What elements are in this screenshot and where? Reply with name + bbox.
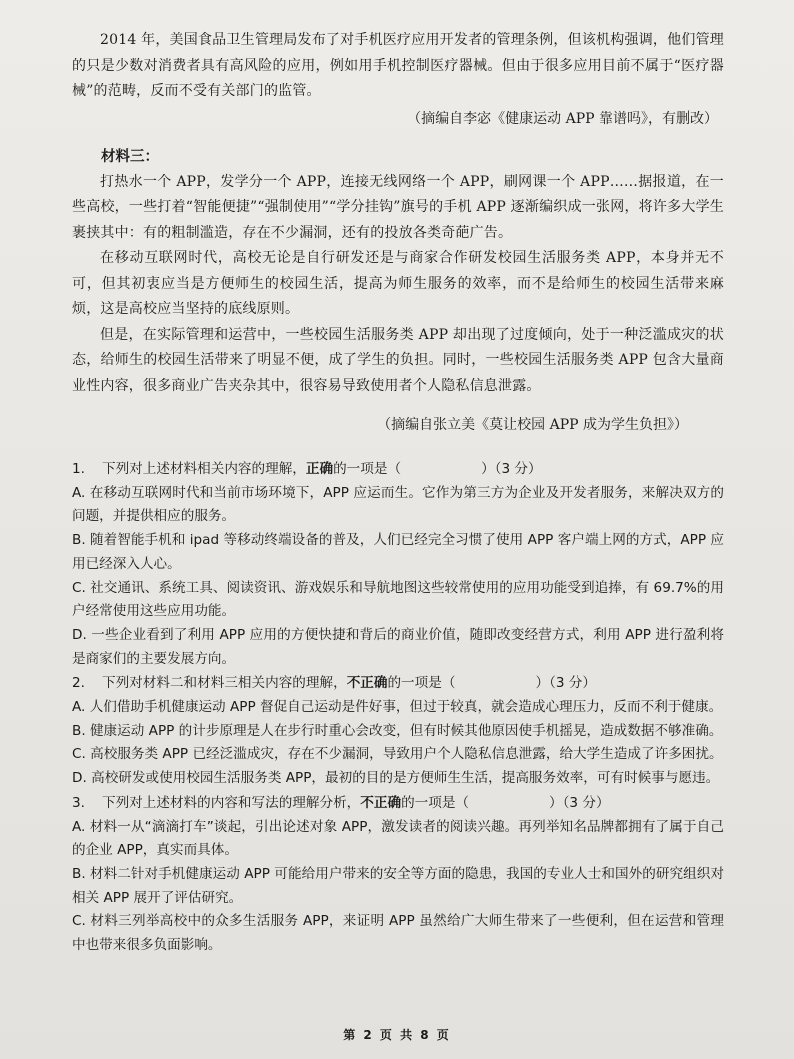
- question-list: [72, 458, 724, 958]
- question-title: [72, 792, 724, 816]
- option-a: A. 材料一从“滴滴打车”谈起，引出论述对象 APP，激发读者的阅读兴趣。再列举知名品牌都拥有了属于自己的企业 APP，真实而具体。: [72, 818, 724, 859]
- option-d: D. 高校研发或使用校园生活服务类 APP，最初的目的是方便师生生活，提高服务效率，可有时候事与愿违。: [72, 770, 720, 787]
- question-stem: 下列对上述材料相关内容的理解，: [102, 461, 306, 477]
- question-score: ）（3 分）: [481, 461, 542, 477]
- question-1: [72, 458, 724, 671]
- option-c: C. 社交通讯、系统工具、阅读资讯、游戏娱乐和导航地图这些较常使用的应用功能受到追捧，有 69.7%的用户经常使用这些应用功能。: [72, 579, 724, 620]
- option-a: A. 人们借助手机健康运动 APP 督促自己运动是件好事，但过于较真，就会造成心理压力，反而不利于健康。: [72, 699, 723, 716]
- option-a: A. 在移动互联网时代和当前市场环境下，APP 应运而生。它作为第三方为企业及开发者服务，来解决双方的问题，并提供相应的服务。: [72, 484, 724, 525]
- option-b: B. 材料二针对手机健康运动 APP 可能给用户带来的安全等方面的隐患，我国的专业人士和国外的研究组织对相关 APP 展开了评估研究。: [72, 865, 724, 906]
- material3-heading: 材料三：: [101, 147, 159, 165]
- question-2: [72, 672, 724, 791]
- material3-paragraph-3: 但是，在实际管理和运营中，一些校园生活服务类 APP 却出现了过度倾向，处于一种泛滥成灾的状态，给师生的校园生活带来了明显不便，成了学生的负担。同时，一些校园生活服务类 APP 包含大量商业性内容，很多商业广告夹杂其中，很容易导致使用者个人隐私信息泄露。: [72, 326, 724, 394]
- question-score: ）（3 分）: [535, 675, 596, 692]
- question-title: [72, 672, 724, 696]
- question-number: 2.: [72, 675, 85, 692]
- question-stem-end: 的一项是（: [387, 675, 456, 692]
- option-c: C. 材料三列举高校中的众多生活服务 APP，来证明 APP 虽然给广大师生带来了一些便利，但在运营和管理中也带来很多负面影响。: [72, 913, 724, 954]
- question-score: ）（3 分）: [549, 794, 610, 811]
- option-d: D. 一些企业看到了利用 APP 应用的方便快捷和背后的商业价值，随即改变经营方式，利用 APP 进行盈利将是商家们的主要发展方向。: [72, 626, 724, 667]
- option-b: B. 随着智能手机和 ipad 等移动终端设备的普及，人们已经完全习惯了使用 APP 客户端上网的方式，APP 应用已经深入人心。: [72, 532, 724, 572]
- material2-closing-paragraph: 2014 年，美国食品卫生管理局发布了对手机医疗应用开发者的管理条例，但该机构强调，他们管理的只是少数对消费者具有高风险的应用，例如用手机控制医疗器械。但由于很多应用目前不属于“医疗器械”的范畴，反而不受有关部门的监管。: [72, 32, 724, 99]
- question-keyword: 不正确: [360, 794, 402, 811]
- question-title: [72, 458, 724, 482]
- question-stem: 下列对上述材料的内容和写法的理解分析，: [102, 794, 361, 811]
- option-b: B. 健康运动 APP 的计步原理是人在步行时重心会改变，但有时候其他原因使手机摇晃，造成数据不够准确。: [72, 722, 723, 739]
- page-number-footer: 第 2 页 共 8 页: [343, 1028, 451, 1042]
- question-3: [72, 792, 724, 958]
- question-keyword: 不正确: [346, 675, 388, 692]
- option-c: C. 高校服务类 APP 已经泛滥成灾，存在不少漏洞，导致用户个人隐私信息泄露，给大学生造成了许多困扰。: [72, 746, 723, 763]
- question-stem-end: 的一项是（: [333, 461, 402, 477]
- material3-paragraph-1: 打热水一个 APP，发学分一个 APP，连接无线网络一个 APP，刷网课一个 APP……据报道，在一些高校，一些打着“智能便捷”“强制使用”“学分挂钩”旗号的手机 APP 逐渐编织成一张网，将许多大学生裹挟其中：有的粗制滥造，存在不少漏洞，还有的投放各类奇葩广告。: [72, 173, 724, 241]
- question-number: 1.: [72, 461, 85, 477]
- material2-source: （摘编自李宓《健康运动 APP 靠谱吗》，有删改）: [407, 110, 718, 127]
- material3-paragraph-2: 在移动互联网时代，高校无论是自行研发还是与商家合作研发校园生活服务类 APP，本身并无不可，但其初衷应当是方便师生的校园生活，提高为师生服务的效率，而不是给师生的校园生活带来麻烦，这是高校应当坚持的底线原则。: [72, 250, 724, 317]
- question-stem: 下列对材料二和材料三相关内容的理解，: [102, 675, 347, 692]
- question-keyword: 正确: [305, 461, 334, 477]
- question-number: 3.: [72, 794, 85, 811]
- question-stem-end: 的一项是（: [401, 794, 470, 811]
- material3-source: （摘编自张立美《莫让校园 APP 成为学生负担》）: [377, 417, 688, 433]
